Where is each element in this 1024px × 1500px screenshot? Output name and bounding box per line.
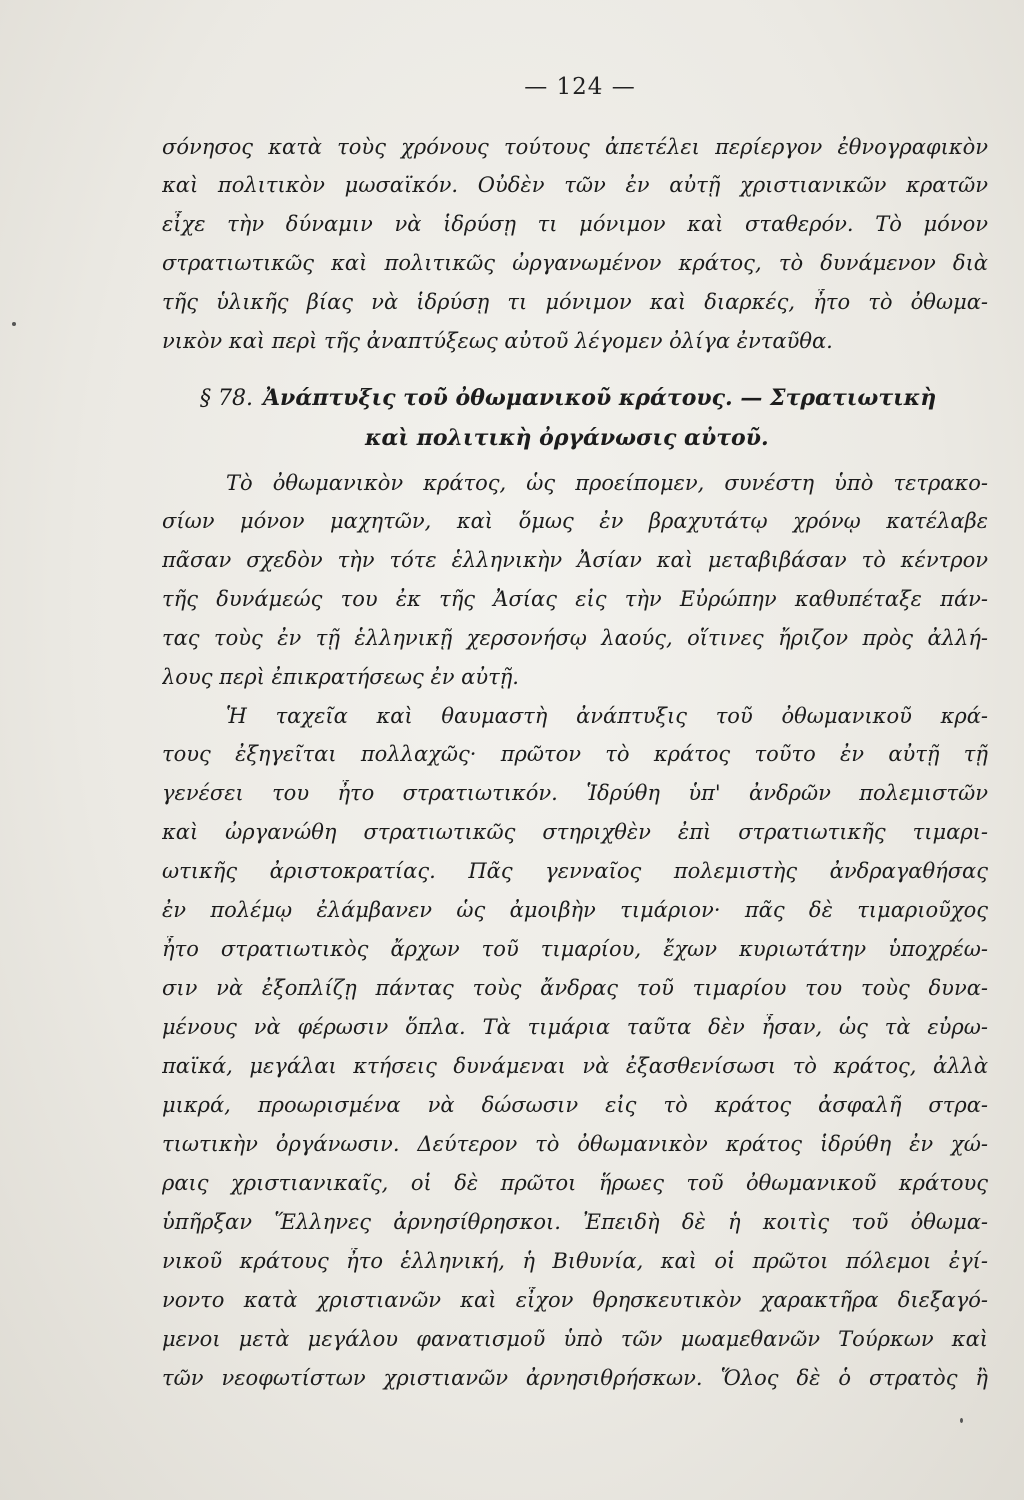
text-line: τας τοὺς ἐν τῇ ἑλληνικῇ χερσονήσῳ λαούς, οἵτινες ἤριζον πρὸς ἀλλή-	[162, 626, 988, 650]
section-heading	[200, 384, 990, 413]
text-line: Τὸ ὀθωμανικὸν κράτος, ὡς προείπομεν, συνέστη ὑπὸ τετρακο-	[226, 471, 988, 495]
text-line: σίων μόνον μαχητῶν, καὶ ὅμως ἐν βραχυτάτῳ χρόνῳ κατέλαβε	[162, 509, 988, 533]
text-line: τῆς δυνάμεώς του ἐκ τῆς Ἀσίας εἰς τὴν Εὐρώπην καθυπέταξε πάν-	[162, 587, 988, 611]
text-line: λους περὶ ἐπικρατήσεως ἐν αὐτῇ.	[162, 665, 519, 689]
text-line: ωτικῆς ἀριστοκρατίας. Πᾶς γενναῖος πολεμιστὴς ἀνδραγαθήσας	[162, 859, 988, 883]
scan-speck	[12, 322, 16, 326]
text-line: ὑπῆρξαν Ἕλληνες ἀρνησίθρησκοι. Ἐπειδὴ δὲ ἡ κοιτὶς τοῦ ὀθωμα-	[162, 1210, 988, 1234]
text-line: τῶν νεοφωτίστων χριστιανῶν ἀρνησιθρήσκων. Ὅλος δὲ ὁ στρατὸς ἢ	[162, 1366, 988, 1390]
page-number: — 124 —	[524, 74, 636, 100]
text-line: παϊκά, μεγάλαι κτήσεις δυνάμεναι νὰ ἐξασθενίσωσι τὸ κράτος, ἀλλὰ	[162, 1054, 988, 1078]
text-line: νικὸν καὶ περὶ τῆς ἀναπτύξεως αὐτοῦ λέγομεν ὀλίγα ἐνταῦθα.	[162, 329, 833, 353]
text-line: σόνησος κατὰ τοὺς χρόνους τούτους ἀπετέλει περίεργον ἐθνογραφικὸν	[162, 135, 988, 159]
scan-speck	[960, 1418, 963, 1423]
text-line: ἐν πολέμῳ ἐλάμβανεν ὡς ἀμοιβὴν τιμάριον· πᾶς δὲ τιμαριοῦχος	[162, 898, 988, 922]
text-line: Ἡ ταχεῖα καὶ θαυμαστὴ ἀνάπτυξις τοῦ ὀθωμανικοῦ κρά-	[226, 704, 988, 728]
text-line: τῆς ὑλικῆς βίας νὰ ἱδρύσῃ τι μόνιμον καὶ διαρκές, ἦτο τὸ ὀθωμα-	[162, 290, 988, 314]
text-line: τιωτικὴν ὀργάνωσιν. Δεύτερον τὸ ὀθωμανικὸν κράτος ἱδρύθη ἐν χώ-	[162, 1132, 988, 1156]
text-line: στρατιωτικῶς καὶ πολιτικῶς ὠργανωμένον κράτος, τὸ δυνάμενον διὰ	[162, 251, 988, 275]
text-line: γενέσει του ἦτο στρατιωτικόν. Ἱδρύθη ὑπ' ἀνδρῶν πολεμιστῶν	[162, 781, 988, 805]
text-line: τους ἐξηγεῖται πολλαχῶς· πρῶτον τὸ κράτος τοῦτο ἐν αὐτῇ τῇ	[162, 742, 988, 766]
text-line: ραις χριστιανικαῖς, οἱ δὲ πρῶτοι ἥρωες τοῦ ὀθωμανικοῦ κράτους	[162, 1171, 988, 1195]
text-line: μικρά, προωρισμένα νὰ δώσωσιν εἰς τὸ κράτος ἀσφαλῆ στρα-	[162, 1093, 988, 1117]
text-line: ἦτο στρατιωτικὸς ἄρχων τοῦ τιμαρίου, ἔχων κυριωτάτην ὑποχρέω-	[162, 937, 988, 961]
section-number: § 78.	[200, 386, 253, 411]
text-line: νικοῦ κράτους ἦτο ἑλληνική, ἡ Βιθυνία, καὶ οἱ πρῶτοι πόλεμοι ἐγί-	[162, 1249, 988, 1273]
section-title-line2: καὶ πολιτικὴ ὀργάνωσις αὐτοῦ.	[365, 425, 769, 451]
text-line: πᾶσαν σχεδὸν τὴν τότε ἑλληνικὴν Ἀσίαν καὶ μεταβιβάσαν τὸ κέντρον	[162, 548, 988, 572]
text-line: μενοι μετὰ μεγάλου φανατισμοῦ ὑπὸ τῶν μωαμεθανῶν Τούρκων καὶ	[162, 1327, 988, 1351]
text-line: νοντο κατὰ χριστιανῶν καὶ εἶχον θρησκευτικὸν χαρακτῆρα διεξαγό-	[162, 1288, 988, 1312]
text-line: σιν νὰ ἐξοπλίζῃ πάντας τοὺς ἄνδρας τοῦ τιμαρίου του τοὺς δυνα-	[162, 976, 988, 1000]
section-title-line1: Ἀνάπτυξις τοῦ ὀθωμανικοῦ κράτους. — Στρατιωτικὴ	[262, 385, 937, 411]
text-line: μένους νὰ φέρωσιν ὅπλα. Τὰ τιμάρια ταῦτα δὲν ἦσαν, ὡς τὰ εὐρω-	[162, 1015, 988, 1039]
text-line: εἶχε τὴν δύναμιν νὰ ἱδρύσῃ τι μόνιμον καὶ σταθερόν. Τὸ μόνον	[162, 212, 988, 236]
text-line: καὶ ὠργανώθη στρατιωτικῶς στηριχθὲν ἐπὶ στρατιωτικῆς τιμαρι-	[162, 820, 988, 844]
text-line: καὶ πολιτικὸν μωσαϊκόν. Οὐδὲν τῶν ἐν αὐτῇ χριστιανικῶν κρατῶν	[162, 173, 988, 197]
